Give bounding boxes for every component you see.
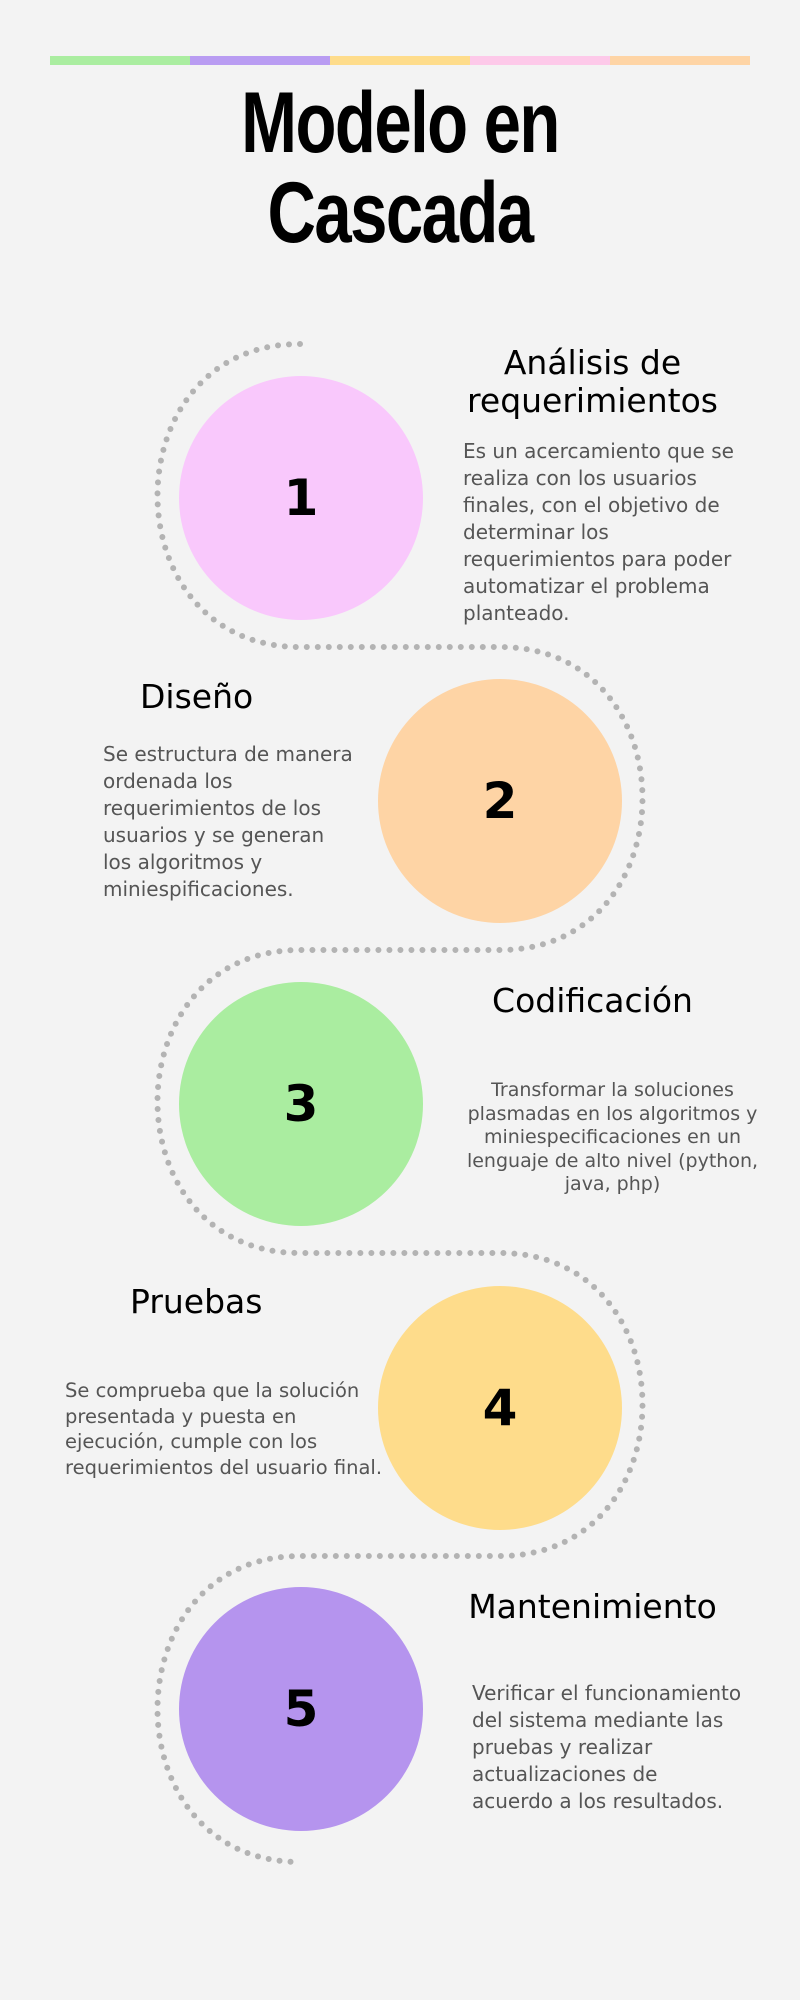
- step-1-description: Es un acercamiento que se realiza con los usuarios finales, con el objetivo de determinar los requerimientos para poder automatizar el problema planteado.: [463, 439, 734, 625]
- step-5-number: 5: [283, 1680, 319, 1738]
- step-5-description: Verificar el funcionamiento del sistema mediante las pruebas y realizar actualizaciones de acuerdo a los resultados.: [472, 1681, 742, 1813]
- step-2-description: Se estructura de manera ordenada los requerimientos de los usuarios y se generan los algoritmos y miniespificaciones.: [103, 742, 353, 901]
- title-line-1: Modelo en: [241, 75, 559, 171]
- step-4-description: Se comprueba que la solución presentada y puesta en ejecución, cumple con los requerimientos del usuario final.: [65, 1379, 383, 1479]
- step-2-heading: Diseño: [140, 677, 254, 716]
- step-3-number: 3: [283, 1075, 319, 1133]
- step-1-heading: Análisis de requerimientos: [467, 343, 718, 420]
- title-line-2: Cascada: [267, 165, 533, 261]
- step-5-circle: [179, 1587, 423, 1831]
- step-3-heading: Codificación: [492, 981, 693, 1020]
- step-2-circle: [378, 679, 622, 923]
- step-1-number: 1: [283, 469, 319, 527]
- step-4-heading: Pruebas: [130, 1282, 263, 1321]
- step-3-description: Transformar la soluciones plasmadas en los algoritmos y miniespecificaciones en un lenguaje de alto nivel (python, java, php): [466, 1079, 759, 1195]
- step-5-heading: Mantenimiento: [468, 1587, 717, 1626]
- step-4-number: 4: [482, 1379, 518, 1437]
- step-2-number: 2: [482, 772, 518, 830]
- step-4-circle: [378, 1286, 622, 1530]
- step-1-circle: [179, 376, 423, 620]
- step-3-circle: [179, 982, 423, 1226]
